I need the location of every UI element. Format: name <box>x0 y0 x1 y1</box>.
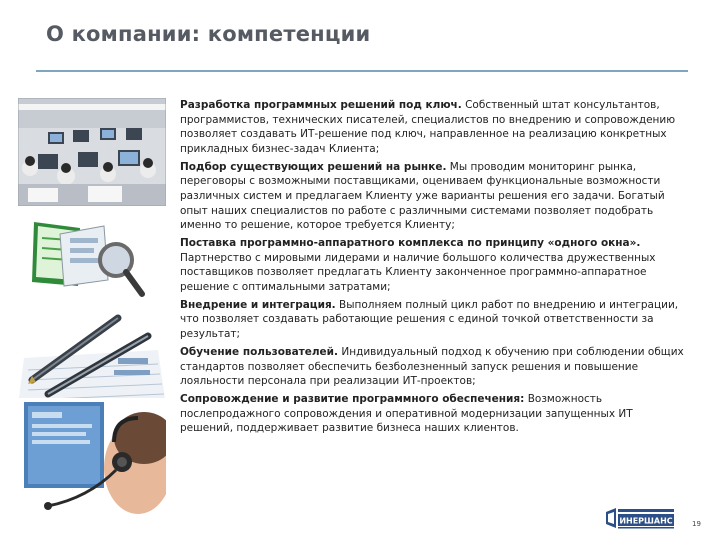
company-logo <box>604 506 676 530</box>
competency-heading: Подбор существующих решений на рынке. <box>180 160 447 173</box>
competency-item <box>180 392 685 436</box>
competency-description: Партнерство с мировыми лидерами и наличие большого количества дружественных поставщиков позволяет предлагать Клиенту законченное программно-аппаратное решение с оптимальными затратами; <box>180 251 656 293</box>
competency-item <box>180 98 685 156</box>
illustration-column <box>18 98 166 518</box>
pens-documents-photo <box>18 310 166 406</box>
competency-description: Возможность послепродажного сопровождения и оперативной модернизации запущенных ИТ решений, поддерживает развитие бизнеса наших клиентов. <box>180 393 633 435</box>
competency-item <box>180 298 685 342</box>
title-divider <box>36 70 688 72</box>
slide-title: О компании: компетенции <box>46 22 371 46</box>
competency-description: Мы проводим мониторинг рынка, переговоры с возможными поставщиками, оцениваем функциональные возможности различных систем и предлагаем Клиенту уже варианты решения его задачи. Богатый опыт наших специалистов по работе с различными системами позволяет подобрать именно то решение, которое требуется Клиенту; <box>180 160 665 232</box>
competency-item <box>180 160 685 233</box>
competency-description: Выполняем полный цикл работ по внедрению и интеграции, что позволяет создавать работающие решения с единой точкой ответственности за результат; <box>180 298 679 341</box>
competency-item <box>180 236 685 294</box>
office-programmers-photo <box>18 98 166 206</box>
competency-description: Индивидуальный подход к обучению при соблюдении общих стандартов позволяет обеспечить безболезненный запуск решения и повышение лояльности персонала при реализации ИТ-проектов; <box>180 346 684 388</box>
competency-item <box>180 345 685 389</box>
competency-heading: Сопровождение и развитие программного обеспечения: <box>180 393 525 406</box>
competency-heading: Поставка программно-аппаратного комплекса по принципу «одного окна». <box>180 237 641 250</box>
competency-heading: Внедрение и интеграция. <box>180 298 336 311</box>
competencies-list <box>180 98 685 439</box>
software-screens-magnifier-photo <box>20 216 146 302</box>
competency-description: Собственный штат консультантов, программистов, технических писателей, специалистов по внедрению и сопровождению позволяет создавать ИТ-решение под ключ, направленное на реализацию конкретных прикладных бизнес-задач Клиента; <box>180 99 676 155</box>
competency-heading: Разработка программных решений под ключ. <box>180 99 462 111</box>
page-number: 19 <box>692 520 701 528</box>
headset-operator-photo <box>18 398 166 518</box>
logo-wordmark: ИНЕРШАНС <box>619 516 673 526</box>
competency-heading: Обучение пользователей. <box>180 346 339 359</box>
